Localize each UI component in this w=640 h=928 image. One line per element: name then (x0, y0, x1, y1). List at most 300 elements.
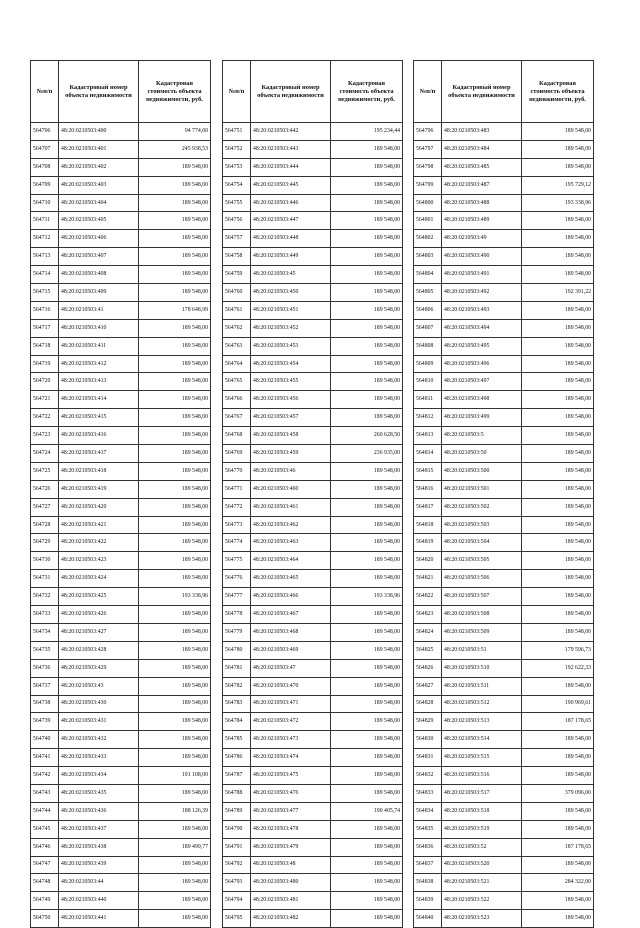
table-row (414, 337, 594, 355)
row-number: 564728 (31, 516, 59, 534)
cadastral-value: 190 969,61 (522, 695, 594, 713)
cadastral-value: 189 548,00 (331, 910, 403, 928)
table-row (31, 391, 211, 409)
row-number: 564746 (31, 838, 59, 856)
table-row (31, 552, 211, 570)
cadastral-value: 189 548,00 (331, 606, 403, 624)
row-number: 564768 (223, 427, 251, 445)
row-number: 564835 (414, 820, 442, 838)
table-row (223, 230, 403, 248)
table-header-row (223, 61, 403, 123)
cadastral-number: 48:20:0210503:516 (442, 767, 522, 785)
row-number: 564775 (223, 552, 251, 570)
cadastral-value: 190 405,74 (331, 802, 403, 820)
table-row (223, 874, 403, 892)
cadastral-value: 189 548,00 (139, 659, 211, 677)
row-number: 564721 (31, 391, 59, 409)
table-row (31, 838, 211, 856)
table-row (31, 856, 211, 874)
cadastral-value: 189 548,00 (331, 767, 403, 785)
cadastral-value: 260 628,50 (331, 427, 403, 445)
table-row (31, 695, 211, 713)
row-number: 564715 (31, 284, 59, 302)
cadastral-number: 48:20:0210503:463 (251, 534, 331, 552)
cadastral-number: 48:20:0210503:418 (59, 462, 139, 480)
table-row (414, 373, 594, 391)
row-number: 564811 (414, 391, 442, 409)
cadastral-number: 48:20:0210503:439 (59, 856, 139, 874)
cadastral-value: 189 548,00 (331, 462, 403, 480)
row-number: 564825 (414, 641, 442, 659)
table-row (414, 409, 594, 427)
cadastral-number: 48:20:0210503:425 (59, 588, 139, 606)
cadastral-number: 48:20:0210503:510 (442, 659, 522, 677)
row-number: 564838 (414, 874, 442, 892)
row-number: 564742 (31, 767, 59, 785)
cadastral-value: 189 548,00 (139, 677, 211, 695)
cadastral-value: 189 548,00 (139, 445, 211, 463)
cadastral-value: 189 548,00 (331, 158, 403, 176)
row-number: 564810 (414, 373, 442, 391)
cadastral-number: 48:20:0210503:508 (442, 606, 522, 624)
row-number: 564709 (31, 176, 59, 194)
table-row (414, 266, 594, 284)
cadastral-value: 189 548,00 (139, 391, 211, 409)
row-number: 564804 (414, 266, 442, 284)
cadastral-number: 48:20:0210503:502 (442, 498, 522, 516)
table-row (414, 659, 594, 677)
row-number: 564761 (223, 301, 251, 319)
cadastral-value: 189 548,00 (522, 498, 594, 516)
table-row (414, 588, 594, 606)
cadastral-number: 48:20:0210503:41 (59, 301, 139, 319)
cadastral-number: 48:20:0210503:414 (59, 391, 139, 409)
cadastral-number: 48:20:0210503:49 (442, 230, 522, 248)
cadastral-number: 48:20:0210503:410 (59, 319, 139, 337)
table-row (414, 123, 594, 141)
cadastral-number: 48:20:0210503:485 (442, 158, 522, 176)
cadastral-value: 189 548,00 (139, 319, 211, 337)
table-row (414, 230, 594, 248)
table-row (223, 445, 403, 463)
table-row (223, 588, 403, 606)
row-number: 564747 (31, 856, 59, 874)
cadastral-number: 48:20:0210503:430 (59, 695, 139, 713)
cadastral-number: 48:20:0210503:412 (59, 355, 139, 373)
row-number: 564782 (223, 677, 251, 695)
row-number: 564714 (31, 266, 59, 284)
cadastral-value: 189 548,00 (331, 176, 403, 194)
cadastral-number: 48:20:0210503:429 (59, 659, 139, 677)
row-number: 564790 (223, 820, 251, 838)
row-number: 564805 (414, 284, 442, 302)
cadastral-value: 189 548,00 (522, 445, 594, 463)
row-number: 564814 (414, 445, 442, 463)
table-row (31, 194, 211, 212)
row-number: 564771 (223, 480, 251, 498)
cadastral-value: 189 548,00 (331, 677, 403, 695)
table-row (414, 695, 594, 713)
row-number: 564710 (31, 194, 59, 212)
table-row (223, 212, 403, 230)
table-row (223, 767, 403, 785)
row-number: 564725 (31, 462, 59, 480)
row-number: 564712 (31, 230, 59, 248)
cadastral-number: 48:20:0210503:511 (442, 677, 522, 695)
cadastral-value: 189 548,00 (331, 641, 403, 659)
cadastral-value: 189 548,00 (139, 194, 211, 212)
cadastral-value: 94 774,00 (139, 123, 211, 141)
table-row (223, 570, 403, 588)
cadastral-number: 48:20:0210503:523 (442, 910, 522, 928)
row-number: 564781 (223, 659, 251, 677)
cadastral-number: 48:20:0210503:468 (251, 623, 331, 641)
row-number: 564791 (223, 838, 251, 856)
table-row (223, 749, 403, 767)
row-number: 564789 (223, 802, 251, 820)
cadastral-number: 48:20:0210503:435 (59, 784, 139, 802)
table-row (223, 158, 403, 176)
table-row (31, 534, 211, 552)
cadastral-value: 189 548,00 (331, 731, 403, 749)
cadastral-value: 189 548,00 (139, 713, 211, 731)
cadastral-value: 189 548,00 (139, 856, 211, 874)
cadastral-number: 48:20:0210503:436 (59, 802, 139, 820)
header-cadastral-number: Кадастровый номер объекта недвижимости (59, 61, 139, 123)
cadastral-value: 189 548,00 (139, 462, 211, 480)
cadastral-number: 48:20:0210503:495 (442, 337, 522, 355)
cadastral-value: 189 548,00 (331, 498, 403, 516)
cadastral-number: 48:20:0210503:479 (251, 838, 331, 856)
table-row (223, 301, 403, 319)
row-number: 564737 (31, 677, 59, 695)
table-row (31, 266, 211, 284)
cadastral-number: 48:20:0210503:416 (59, 427, 139, 445)
cadastral-number: 48:20:0210503:460 (251, 480, 331, 498)
cadastral-number: 48:20:0210503:482 (251, 910, 331, 928)
cadastral-number: 48:20:0210503:522 (442, 892, 522, 910)
table-body (223, 123, 403, 928)
table-row (31, 731, 211, 749)
table-row (414, 212, 594, 230)
cadastral-number: 48:20:0210503:478 (251, 820, 331, 838)
cadastral-value: 189 548,00 (522, 910, 594, 928)
cadastral-number: 48:20:0210503:475 (251, 767, 331, 785)
table-row (223, 695, 403, 713)
cadastral-value: 189 548,00 (331, 516, 403, 534)
cadastral-value: 284 322,00 (522, 874, 594, 892)
cadastral-value: 245 938,53 (139, 140, 211, 158)
row-number: 564707 (31, 140, 59, 158)
table-row (414, 445, 594, 463)
row-number: 564718 (31, 337, 59, 355)
cadastral-value: 189 548,00 (522, 230, 594, 248)
table-row (31, 498, 211, 516)
cadastral-number: 48:20:0210503:401 (59, 140, 139, 158)
table-row (414, 731, 594, 749)
row-number: 564822 (414, 588, 442, 606)
row-number: 564744 (31, 802, 59, 820)
cadastral-number: 48:20:0210503:518 (442, 802, 522, 820)
cadastral-value: 189 548,00 (522, 534, 594, 552)
cadastral-value: 189 548,00 (522, 123, 594, 141)
cadastral-value: 189 548,00 (139, 820, 211, 838)
table-row (223, 409, 403, 427)
cadastral-value: 193 338,96 (139, 588, 211, 606)
cadastral-value: 189 548,00 (331, 570, 403, 588)
cadastral-value: 189 548,00 (139, 606, 211, 624)
table-row (414, 248, 594, 266)
table-row (414, 391, 594, 409)
table-row (223, 427, 403, 445)
row-number: 564755 (223, 194, 251, 212)
cadastral-number: 48:20:0210503:469 (251, 641, 331, 659)
table-row (31, 910, 211, 928)
row-number: 564801 (414, 212, 442, 230)
cadastral-value: 189 548,00 (522, 588, 594, 606)
row-number: 564751 (223, 123, 251, 141)
cadastral-value: 195 234,44 (331, 123, 403, 141)
cadastral-number: 48:20:0210503:51 (442, 641, 522, 659)
cadastral-value: 189 548,00 (331, 695, 403, 713)
header-number: №п/п (223, 61, 251, 123)
row-number: 564753 (223, 158, 251, 176)
table-row (414, 623, 594, 641)
header-cadastral-number: Кадастровый номер объекта недвижимости (442, 61, 522, 123)
row-number: 564730 (31, 552, 59, 570)
table-row (31, 212, 211, 230)
cadastral-value: 189 548,00 (522, 427, 594, 445)
cadastral-value: 189 548,00 (139, 373, 211, 391)
cadastral-value: 189 548,00 (522, 749, 594, 767)
row-number: 564743 (31, 784, 59, 802)
table-row (414, 820, 594, 838)
cadastral-number: 48:20:0210503:458 (251, 427, 331, 445)
row-number: 564797 (414, 140, 442, 158)
table-row (223, 659, 403, 677)
cadastral-number: 48:20:0210503:503 (442, 516, 522, 534)
row-number: 564827 (414, 677, 442, 695)
row-number: 564831 (414, 749, 442, 767)
cadastral-value: 189 548,00 (522, 212, 594, 230)
cadastral-value: 189 548,00 (331, 892, 403, 910)
row-number: 564823 (414, 606, 442, 624)
row-number: 564784 (223, 713, 251, 731)
table-row (31, 570, 211, 588)
cadastral-number: 48:20:0210503:470 (251, 677, 331, 695)
cadastral-value: 189 548,00 (331, 874, 403, 892)
table-row (223, 248, 403, 266)
cadastral-value: 189 548,00 (139, 874, 211, 892)
cadastral-value: 189 548,00 (331, 820, 403, 838)
row-number: 564758 (223, 248, 251, 266)
row-number: 564836 (414, 838, 442, 856)
table-row (31, 784, 211, 802)
cadastral-value: 189 548,00 (331, 480, 403, 498)
row-number: 564806 (414, 301, 442, 319)
cadastral-value: 189 548,00 (331, 784, 403, 802)
row-number: 564749 (31, 892, 59, 910)
cadastral-value: 189 548,00 (522, 731, 594, 749)
cadastral-number: 48:20:0210503:461 (251, 498, 331, 516)
cadastral-number: 48:20:0210503:457 (251, 409, 331, 427)
table-row (414, 319, 594, 337)
cadastral-number: 48:20:0210503:417 (59, 445, 139, 463)
cadastral-number: 48:20:0210503:497 (442, 373, 522, 391)
table-row (223, 552, 403, 570)
cadastral-number: 48:20:0210503:445 (251, 176, 331, 194)
row-number: 564832 (414, 767, 442, 785)
cadastral-value: 189 548,00 (522, 319, 594, 337)
cadastral-value: 189 548,00 (139, 498, 211, 516)
cadastral-number: 48:20:0210503:462 (251, 516, 331, 534)
cadastral-value: 189 548,00 (139, 248, 211, 266)
cadastral-value: 179 596,73 (522, 641, 594, 659)
cadastral-value: 189 548,00 (522, 373, 594, 391)
header-number: №п/п (31, 61, 59, 123)
table-row (414, 462, 594, 480)
cadastral-value: 189 548,00 (331, 301, 403, 319)
cadastral-value: 189 548,00 (139, 427, 211, 445)
table-row (414, 355, 594, 373)
cadastral-number: 48:20:0210503:513 (442, 713, 522, 731)
table-row (31, 641, 211, 659)
row-number: 564830 (414, 731, 442, 749)
table-row (31, 874, 211, 892)
cadastral-value: 187 178,65 (522, 838, 594, 856)
header-cadastral-value: Кадастровая стоимость объекта недвижимости, руб. (522, 61, 594, 123)
table-header-row (31, 61, 211, 123)
table-row (31, 337, 211, 355)
row-number: 564807 (414, 319, 442, 337)
table-row (223, 534, 403, 552)
cadastral-number: 48:20:0210503:5 (442, 427, 522, 445)
cadastral-value: 192 391,22 (522, 284, 594, 302)
table-row (223, 677, 403, 695)
table-row (223, 123, 403, 141)
cadastral-number: 48:20:0210503:466 (251, 588, 331, 606)
table-row (223, 355, 403, 373)
row-number: 564713 (31, 248, 59, 266)
table-row (223, 910, 403, 928)
cadastral-number: 48:20:0210503:420 (59, 498, 139, 516)
row-number: 564787 (223, 767, 251, 785)
table-header-row (414, 61, 594, 123)
cadastral-number: 48:20:0210503:490 (442, 248, 522, 266)
cadastral-value: 189 548,00 (139, 784, 211, 802)
table-row (414, 892, 594, 910)
row-number: 564817 (414, 498, 442, 516)
table-row (31, 319, 211, 337)
table-row (414, 677, 594, 695)
cadastral-number: 48:20:0210503:419 (59, 480, 139, 498)
cadastral-value: 189 548,00 (139, 910, 211, 928)
table-row (223, 337, 403, 355)
cadastral-number: 48:20:0210503:433 (59, 749, 139, 767)
cadastral-number: 48:20:0210503:505 (442, 552, 522, 570)
cadastral-number: 48:20:0210503:521 (442, 874, 522, 892)
cadastral-value: 189 548,00 (139, 641, 211, 659)
row-number: 564734 (31, 623, 59, 641)
cadastral-number: 48:20:0210503:456 (251, 391, 331, 409)
row-number: 564738 (31, 695, 59, 713)
cadastral-value: 236 935,00 (331, 445, 403, 463)
cadastral-value: 195 729,12 (522, 176, 594, 194)
table-row (414, 284, 594, 302)
row-number: 564752 (223, 140, 251, 158)
cadastral-value: 189 548,00 (139, 212, 211, 230)
cadastral-number: 48:20:0210503:491 (442, 266, 522, 284)
table-row (223, 176, 403, 194)
cadastral-value: 189 548,00 (139, 534, 211, 552)
cadastral-value: 189 548,00 (331, 140, 403, 158)
row-number: 564799 (414, 176, 442, 194)
row-number: 564828 (414, 695, 442, 713)
row-number: 564720 (31, 373, 59, 391)
table-row (414, 802, 594, 820)
cadastral-value: 189 548,00 (522, 391, 594, 409)
cadastral-value: 189 548,00 (139, 176, 211, 194)
cadastral-number: 48:20:0210503:48 (251, 856, 331, 874)
cadastral-value: 189 548,00 (139, 695, 211, 713)
cadastral-value: 189 548,00 (331, 319, 403, 337)
table-row (31, 623, 211, 641)
cadastral-value: 189 548,00 (522, 355, 594, 373)
row-number: 564736 (31, 659, 59, 677)
cadastral-value: 188 126,39 (139, 802, 211, 820)
cadastral-value: 189 548,00 (331, 749, 403, 767)
cadastral-number: 48:20:0210503:459 (251, 445, 331, 463)
cadastral-value: 189 548,00 (522, 767, 594, 785)
cadastral-number: 48:20:0210503:483 (442, 123, 522, 141)
table-row (31, 767, 211, 785)
cadastral-number: 48:20:0210503:520 (442, 856, 522, 874)
row-number: 564819 (414, 534, 442, 552)
cadastral-number: 48:20:0210503:437 (59, 820, 139, 838)
row-number: 564733 (31, 606, 59, 624)
row-number: 564826 (414, 659, 442, 677)
cadastral-number: 48:20:0210503:514 (442, 731, 522, 749)
cadastral-value: 189 548,00 (139, 570, 211, 588)
table-row (414, 570, 594, 588)
table-row (414, 498, 594, 516)
table-row (414, 767, 594, 785)
registry-table (413, 60, 594, 928)
header-cadastral-value: Кадастровая стоимость объекта недвижимости, руб. (139, 61, 211, 123)
cadastral-value: 189 548,00 (331, 194, 403, 212)
table-row (31, 409, 211, 427)
row-number: 564764 (223, 355, 251, 373)
cadastral-number: 48:20:0210503:517 (442, 784, 522, 802)
cadastral-value: 189 548,00 (139, 749, 211, 767)
row-number: 564793 (223, 874, 251, 892)
row-number: 564706 (31, 123, 59, 141)
cadastral-value: 189 548,00 (522, 623, 594, 641)
cadastral-value: 191 108,00 (139, 767, 211, 785)
cadastral-value: 189 548,00 (331, 623, 403, 641)
table-row (414, 480, 594, 498)
cadastral-value: 189 548,00 (331, 284, 403, 302)
table-row (414, 910, 594, 928)
cadastral-value: 189 548,00 (331, 355, 403, 373)
table-row (223, 462, 403, 480)
table-row (414, 552, 594, 570)
cadastral-value: 189 548,00 (139, 480, 211, 498)
row-number: 564723 (31, 427, 59, 445)
cadastral-number: 48:20:0210503:444 (251, 158, 331, 176)
cadastral-value: 189 548,00 (522, 266, 594, 284)
row-number: 564722 (31, 409, 59, 427)
